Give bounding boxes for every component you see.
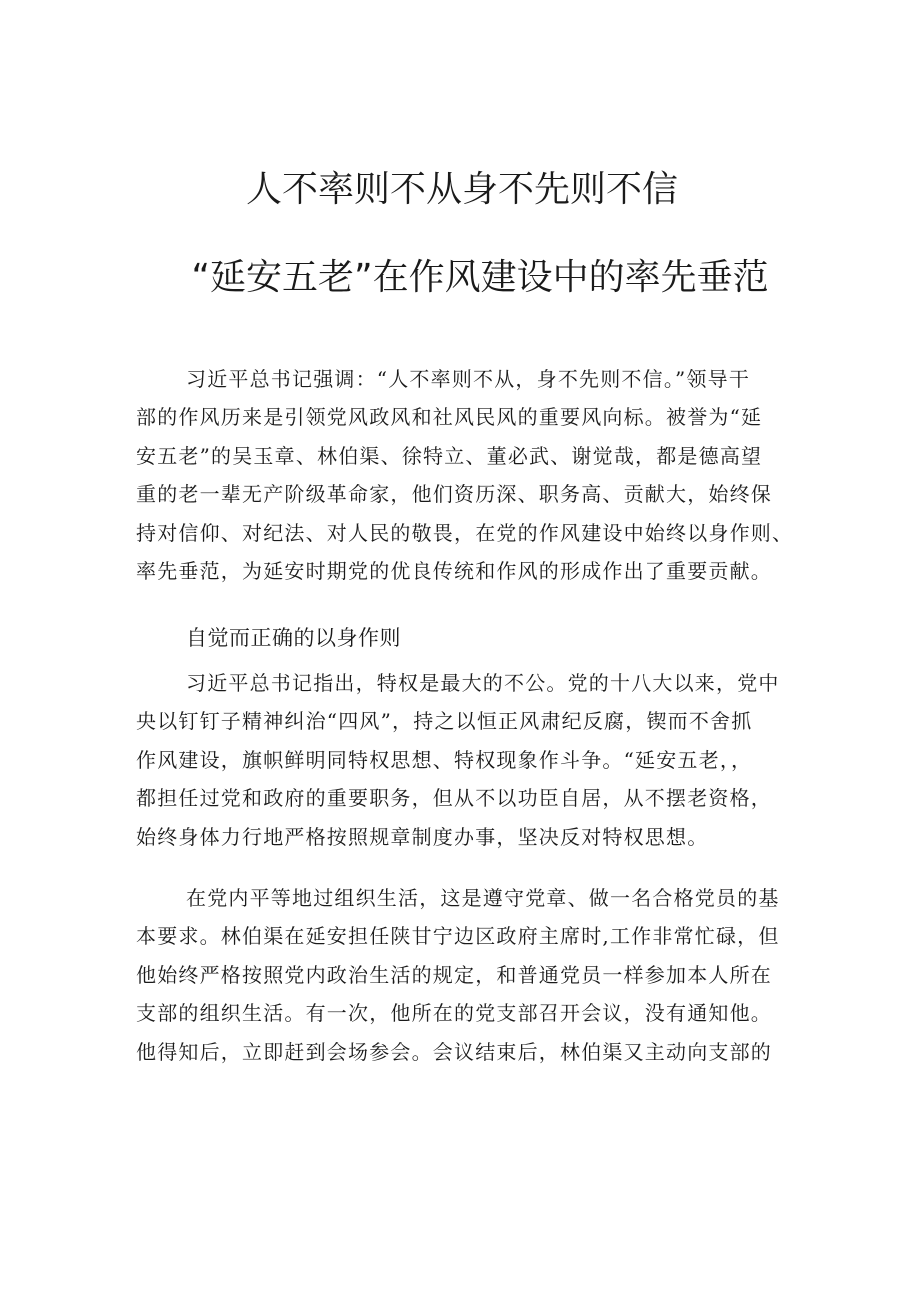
section-heading: 自觉而正确的以身作则: [186, 626, 401, 650]
paragraph-line: 都担任过党和政府的重要职务，但从不以功臣自居，从不摆老资格，: [136, 786, 772, 811]
paragraph-line: 习近平总书记强调：“人不率则不从，身不先则不信。”领导干: [186, 367, 751, 391]
paragraph-line: 他始终严格按照党内政治生活的规定，和普通党员一样参加本人所在: [136, 962, 772, 987]
paragraph-privilege: [136, 664, 796, 856]
paragraph-line: 习近平总书记指出，特权是最大的不公。党的十八大以来，党中: [186, 671, 780, 695]
paragraph-line: 部的作风历来是引领党风政风和社风民风的重要风向标。被誉为“延: [136, 405, 763, 430]
paragraph-line: 本要求。林伯渠在延安担任陕甘宁边区政府主席时,工作非常忙碌，但: [136, 924, 780, 949]
paragraph-intro: [136, 360, 796, 590]
paragraph-line: 持对信仰、对纪法、对人民的敬畏，在党的作风建设中始终以身作则、: [136, 520, 794, 545]
paragraph-line: 重的老一辈无产阶级革命家，他们资历深、职务高、贡献大，始终保: [136, 482, 772, 507]
document-title: 人不率则不从身不先则不信: [245, 169, 678, 210]
paragraph-line: 支部的组织生活。有一次，他所在的党支部召开会议，没有通知他。: [136, 1001, 772, 1026]
paragraph-line: 率先垂范，为延安时期党的优良传统和作风的形成作出了重要贡献。: [136, 558, 772, 583]
paragraph-line: 在党内平等地过组织生活，这是遵守党章、做一名合格党员的基: [186, 886, 780, 910]
paragraph-line: 安五老”的吴玉章、林伯渠、徐特立、董必武、谢觉哉，都是德高望: [136, 443, 763, 468]
paragraph-line: 始终身体力行地严格按照规章制度办事，坚决反对特权思想。: [136, 824, 709, 849]
section-heading-block: [136, 620, 796, 656]
paragraph-line: 作风建设，旗帜鲜明同特权思想、特权现象作斗争。“延安五老，，: [136, 747, 753, 772]
paragraph-line: 央以钉钉子精神纠治“四风”，持之以恒正风肃纪反腐，锲而不舍抓: [136, 709, 753, 734]
document-subtitle: “延安五老”在作风建设中的率先垂范: [191, 257, 769, 298]
paragraph-line: 他得知后，立即赶到会场参会。会议结束后，林伯渠又主动向支部的: [136, 1039, 772, 1064]
paragraph-organization-life: [136, 879, 796, 1071]
